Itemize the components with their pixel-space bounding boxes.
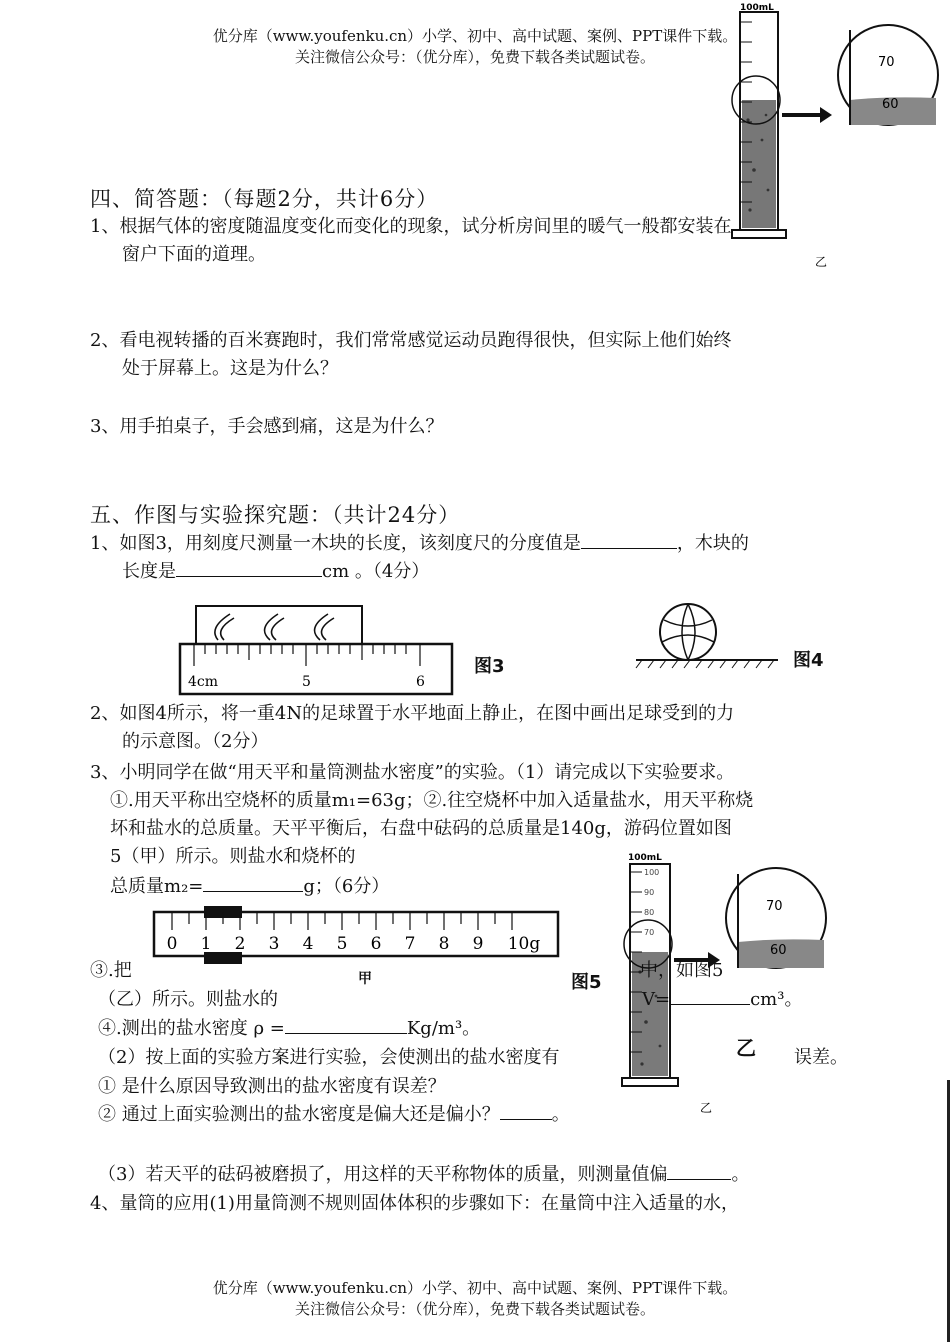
s5-q3-line4: 5（甲）所示。则盐水和烧杯的 (110, 846, 356, 867)
bias-line (98, 1100, 570, 1130)
ruler-label-6: 6 (416, 674, 425, 690)
answer-blank-total-mass[interactable] (203, 873, 303, 892)
s5-q3-line2: ①.用天平称出空烧杯的质量m₁=63g；②.往空烧杯中加入适量盐水，用天平称烧 (110, 790, 754, 811)
slider-label-1: 1 (200, 934, 212, 954)
answer-blank-bias[interactable] (500, 1101, 552, 1120)
s5-q3-step3-line2: （乙）所示。则盐水的 (98, 989, 278, 1010)
s5-q1-line1 (90, 529, 749, 559)
cyl5-top-label: 100mL (628, 853, 662, 863)
balance-slider-figure (150, 902, 562, 970)
slider-label-6: 6 (370, 934, 382, 954)
zoom5-label-60: 60 (770, 943, 787, 958)
zoom5-label-70: 70 (766, 899, 783, 914)
footer-line-2: 关注微信公众号：（优分库），免费下载各类试题试卷。 (294, 1300, 655, 1318)
cyl-tick-90: 90 (644, 888, 655, 897)
s5-q3-step3-tail: 中，如图5 (640, 960, 724, 981)
figure-yi-label-top: 乙 (815, 255, 828, 269)
cylinder-figure-top (710, 0, 950, 275)
s5-q3-line5 (110, 872, 389, 902)
zoom-label-60: 60 (882, 97, 899, 112)
volume-line (642, 985, 802, 1015)
s5-q3-part2-q1: ① 是什么原因导致测出的盐水密度有误差？ (98, 1076, 446, 1097)
figure-yi-label: 乙 (736, 1036, 756, 1060)
answer-blank-length[interactable] (176, 558, 322, 577)
slider-label-10g: 10g (507, 934, 541, 954)
answer-blank-weights[interactable] (667, 1161, 731, 1180)
s5-q3-step3-lead: ③.把 (90, 960, 132, 981)
s4-q2-line1: 2、看电视转播的百米赛跑时，我们常常感觉运动员跑得很快，但实际上他们始终 (90, 330, 732, 351)
cyl-tick-80: 80 (644, 908, 655, 917)
volume-text: V= (642, 989, 671, 1010)
s5-q2-line1: 2、如图4所示，将一重4N的足球置于水平地面上静止，在图中画出足球受到的力 (90, 703, 735, 724)
figure-3-label: 图3 (474, 656, 505, 677)
cyl-top-label: 100mL (740, 3, 774, 13)
zoom-label-70: 70 (878, 55, 895, 70)
s5-q1-tail: ，木块的 (676, 533, 749, 554)
total-mass-tail: g；（6分） (303, 876, 390, 897)
s5-q3-line1: 3、小明同学在做“用天平和量筒测盐水密度”的实验。（1）请完成以下实验要求。 (90, 762, 735, 783)
figure-yi-label-small: 乙 (700, 1101, 713, 1115)
ruler-label-5: 5 (302, 674, 311, 690)
slider-label-3: 3 (268, 934, 280, 954)
density-unit: Kg/m³。 (406, 1018, 481, 1039)
slider-label-4: 4 (302, 934, 314, 954)
s4-q3: 3、用手拍桌子，手会感到痛，这是为什么？ (90, 416, 444, 437)
s5-q3-part2-tail: 误差。 (794, 1047, 848, 1068)
s5-q4: 4、量筒的应用(1)用量筒测不规则固体体积的步骤如下：在量筒中注入适量的水， (90, 1193, 739, 1214)
weights-text: （3）若天平的砝码被磨损了，用这样的天平称物体的质量，则测量值偏 (98, 1164, 668, 1185)
weights-tail: 。 (731, 1164, 750, 1185)
volume-unit: cm³。 (750, 989, 803, 1010)
bias-tail: 。 (551, 1104, 570, 1125)
figure-jia-label: 甲 (358, 971, 372, 987)
figure-4-label: 图4 (793, 650, 824, 671)
bias-text: ② 通过上面实验测出的盐水密度是偏大还是偏小？ (98, 1104, 500, 1125)
answer-blank-density[interactable] (285, 1015, 407, 1034)
answer-blank-division[interactable] (581, 530, 677, 549)
header-line-2: 关注微信公众号：（优分库），免费下载各类试题试卷。 (294, 48, 655, 66)
s5-q2-line2: 的示意图。（2分） (122, 731, 269, 752)
ruler-label-4cm: 4cm (188, 674, 219, 690)
section5-title: 五、作图与实验探究题：（共计24分） (90, 503, 461, 527)
s5-q3-line3: 坏和盐水的总质量。天平平衡后，右盘中砝码的总质量是140g，游码位置如图 (110, 818, 732, 839)
slider-label-8: 8 (438, 934, 450, 954)
cyl-tick-70: 70 (644, 928, 655, 937)
s4-q2-line2: 处于屏幕上。这是为什么？ (122, 358, 338, 379)
slider-label-0: 0 (166, 934, 178, 954)
cyl-tick-100: 100 (644, 868, 660, 877)
weights-line (98, 1160, 749, 1190)
s5-q1b-tail: cm 。（4分） (322, 561, 430, 582)
footer-line-1: 优分库（www.youfenku.cn）小学、初中、高中试题、案例、PPT课件下载。 (212, 1279, 738, 1297)
slider-label-5: 5 (336, 934, 348, 954)
s4-q1-line2: 窗户下面的道理。 (122, 244, 266, 265)
density-line (98, 1014, 480, 1044)
s4-q1-line1: 1、根据气体的密度随温度变化而变化的现象，试分析房间里的暖气一般都安装在 (90, 216, 732, 237)
answer-blank-volume[interactable] (670, 986, 750, 1005)
total-mass-text: 总质量m₂= (110, 876, 204, 897)
ruler-figure (178, 600, 458, 700)
density-text: ④.测出的盐水密度 ρ = (98, 1018, 285, 1039)
s5-q3-part2-lead: （2）按上面的实验方案进行实验，会使测出的盐水密度有 (98, 1047, 560, 1068)
s5-q1b-text: 长度是 (122, 561, 176, 582)
figure-5-label: 图5 (571, 972, 602, 993)
section4-title: 四、简答题：（每题2分，共计6分） (90, 187, 439, 211)
header-line-1: 优分库（www.youfenku.cn）小学、初中、高中试题、案例、PPT课件下载。 (212, 27, 738, 45)
s5-q1-text: 1、如图3，用刻度尺测量一木块的长度，该刻度尺的分度值是 (90, 533, 581, 554)
slider-label-2: 2 (234, 934, 246, 954)
ball-figure (632, 598, 782, 678)
slider-label-9: 9 (472, 934, 484, 954)
s5-q1-line2 (122, 557, 429, 587)
slider-label-7: 7 (404, 934, 416, 954)
